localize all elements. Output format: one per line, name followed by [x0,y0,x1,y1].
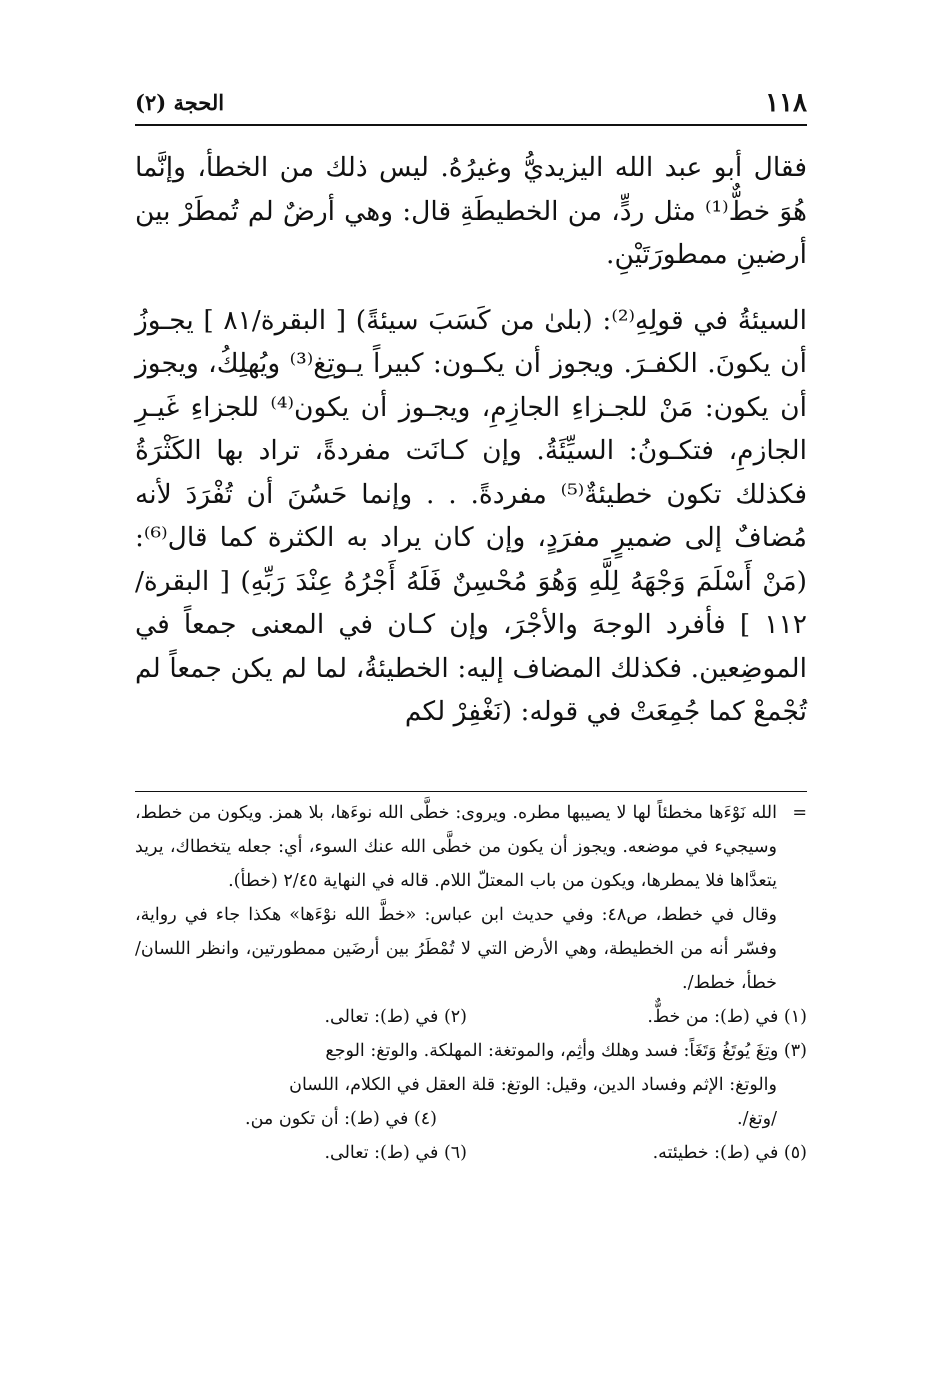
footnote-3-end: /وتغ/. [737,1109,777,1129]
page-header [135,88,807,122]
footnote-row [135,1102,807,1136]
footnote-3-rest: والوتغ: الإثم وفساد الدين، وقيل: الوتغ: قلة العقل في الكلام، اللسان [289,1075,777,1095]
main-paragraph: فقال أبو عبد الله اليزيديُّ وغيرُهُ. ليس ذلك من الخطأ، وإنَّما هُوَ خطٌّ⁽¹⁾ مثل ردٍّ، من الخطيطَةِ قال: وهي أرضٌ لم تُمطَرْ بين أرضينِ ممطورَتَيْنِ. [135,152,807,270]
footnote-6: (٦) في (ط): تعالى. [324,1143,467,1163]
main-paragraph: السيئةُ في قولِهِ⁽²⁾: (بلىٰ من كَسَبَ سيئةً) [ البقرة/٨١ ] يجـوزُ أن يكونَ. الكفـرَ. ويجوز أن يكـون: كبيراً يـوتِغ⁽³⁾ ويُهلِكُ، ويجوز أن يكون: مَنْ للجـزاءِ الجازِمِ، ويجـوز أن يكون⁽⁴⁾ للجزاءِ غَيـرِ الجازمِ، فتكـونُ: السيِّئَةُ. وإن كـانَت مفردةً، تراد بها الكَثْرَةُ فكذلك تكون خطيئةٌ⁽⁵⁾ مفردةً. . . وإنما حَسُنَ أن تُفْرَدَ لأنه مُضافٌ إلى ضميرٍ مفرَدٍ، وإن كان يراد به الكثرة كما قال⁽⁶⁾: (مَنْ أَسْلَمَ وَجْهَهُ لِلَّهِ وَهُوَ مُحْسِنٌ فَلَهُ أَجْرُهُ عِنْدَ رَبِّهِ) [ البقرة/١١٢ ] فأفرد الوجهَ والأجْرَ، وإن كـان في المعنى جمعاً في الموضِعين. فكذلك المضاف إليه: الخطيئةُ، لما لم يكن جمعاً لم تُجْمعْ كما جُمِعَتْ في قوله: (نَغْفِرْ لكم [135,304,808,727]
footnote-separator [135,791,807,792]
footnote-4: (٤) في (ط): أن تكون من. [245,1109,437,1129]
footnote-row [135,1136,807,1170]
running-title: الحجة (٢) [135,90,225,115]
footnotes [135,796,807,1170]
footnote-extra-text: وقال في خطط، ص٤٨: وفي حديث ابن عباس: «خطَّ الله نوْءَها» هكذا جاء في رواية، وفسّر أنه من الخطيطة، وهي الأرض التي لا تُمْطَرُ بين أرضَين ممطورتين، وانظر اللسان/ خطأ، خطط/. [135,905,778,993]
page-number: ١١٨ [765,88,807,118]
footnote-5: (٥) في (ط): خطيئته. [652,1143,807,1163]
footnote-1: (١) في (ط): من خطٌّ. [647,1007,807,1027]
footnote-continuation-text: الله نَوْءَها مخطئاً لها لا يصيبها مطره. ويروى: خطَّى الله نوءَها، بلا همز. ويكون من خطط، وسيجيء في موضعه. ويجوز أن يكون من خطَّى الله عنك السوء، أي: جعله يتخطاك، يريد يتعدَّاها فلا يمطرها، ويكون من باب المعتلّ اللام. قاله في النهاية ٢/٤٥ (خطأ). [135,803,777,891]
footnote-continuation [135,796,807,898]
header-rule [135,124,807,126]
footnote-extra [135,898,807,1000]
footnote-3-first: (٣) وتِغَ يُوتَغُ وَتَغَاً: فسد وهلك وأثِم، والموتغة: المهلكة. والوتغ: الوجع [325,1041,807,1061]
continuation-mark: = [792,803,807,823]
main-text [135,146,807,734]
footnote-3 [135,1034,807,1068]
footnote-2: (٢) في (ط): تعالى. [324,1007,467,1027]
footnote-row [135,1000,807,1034]
footnote-3-continued [135,1068,807,1102]
